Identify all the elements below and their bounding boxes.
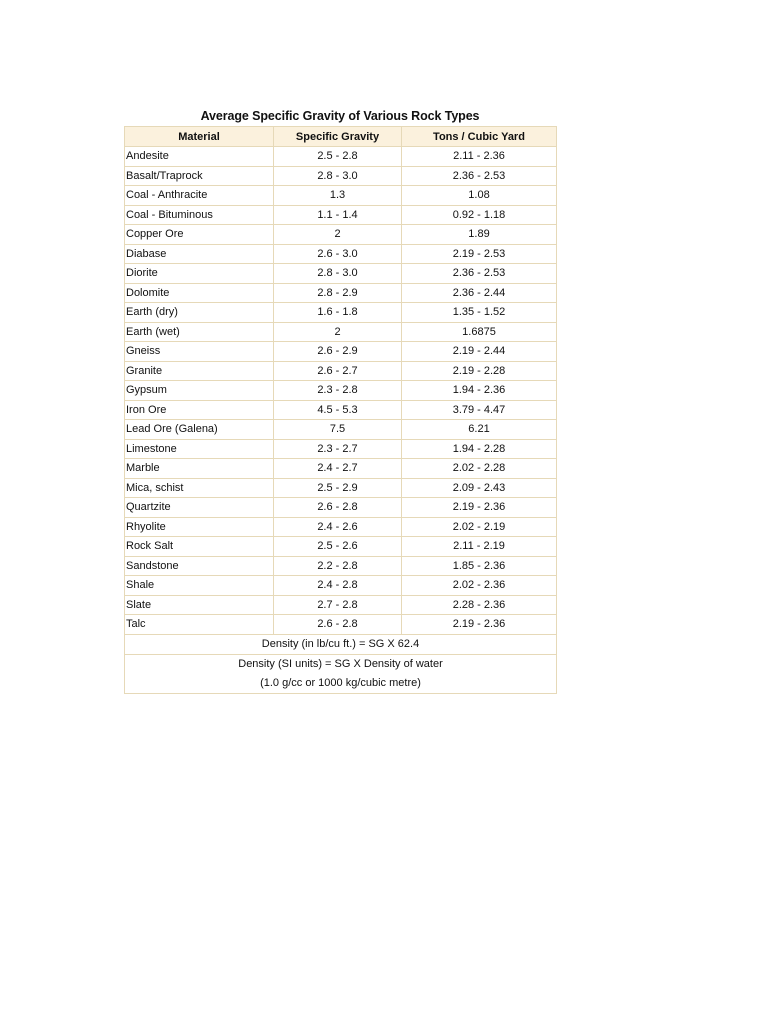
material-cell: Rock Salt [125,537,274,557]
density-si-note-cell [125,654,557,693]
material-cell: Talc [125,615,274,635]
tons-per-cubic-yard-cell: 2.19 - 2.36 [402,615,557,635]
material-cell: Quartzite [125,498,274,518]
table-row [125,498,557,518]
material-cell: Diorite [125,264,274,284]
material-cell: Earth (wet) [125,322,274,342]
material-cell: Coal - Bituminous [125,205,274,225]
table-row [125,556,557,576]
table-body [125,147,557,635]
table-row [125,186,557,206]
specific-gravity-cell: 2.4 - 2.8 [274,576,402,596]
material-cell: Gneiss [125,342,274,362]
specific-gravity-cell: 2.4 - 2.7 [274,459,402,479]
table-row [125,615,557,635]
specific-gravity-cell: 2.7 - 2.8 [274,595,402,615]
table-row [125,205,557,225]
specific-gravity-cell: 2.8 - 2.9 [274,283,402,303]
specific-gravity-cell: 4.5 - 5.3 [274,400,402,420]
header-row [125,127,557,147]
material-cell: Lead Ore (Galena) [125,420,274,440]
density-si-note: Density (SI units) = SG X Density of water [238,657,443,670]
specific-gravity-cell: 2 [274,225,402,245]
table-row [125,459,557,479]
table-row [125,244,557,264]
tons-per-cubic-yard-cell: 2.02 - 2.19 [402,517,557,537]
specific-gravity-cell: 2 [274,322,402,342]
tons-per-cubic-yard-cell: 1.35 - 1.52 [402,303,557,323]
table-row [125,517,557,537]
tons-per-cubic-yard-cell: 2.09 - 2.43 [402,478,557,498]
material-cell: Granite [125,361,274,381]
material-cell: Iron Ore [125,400,274,420]
tons-per-cubic-yard-cell: 2.19 - 2.44 [402,342,557,362]
material-cell: Shale [125,576,274,596]
tons-per-cubic-yard-cell: 1.6875 [402,322,557,342]
specific-gravity-cell: 1.6 - 1.8 [274,303,402,323]
specific-gravity-cell: 2.5 - 2.9 [274,478,402,498]
tons-per-cubic-yard-cell: 2.36 - 2.53 [402,166,557,186]
tons-per-cubic-yard-cell: 1.85 - 2.36 [402,556,557,576]
specific-gravity-cell: 2.3 - 2.8 [274,381,402,401]
rock-gravity-table [124,126,557,694]
column-header-tons-per-cubic-yard: Tons / Cubic Yard [402,127,557,147]
specific-gravity-cell: 2.8 - 3.0 [274,264,402,284]
specific-gravity-cell: 2.6 - 2.7 [274,361,402,381]
table-row [125,420,557,440]
tons-per-cubic-yard-cell: 2.19 - 2.36 [402,498,557,518]
rock-gravity-sheet [124,106,556,694]
tons-per-cubic-yard-cell: 2.11 - 2.19 [402,537,557,557]
specific-gravity-cell: 2.6 - 3.0 [274,244,402,264]
note-row-imperial [125,634,557,654]
table-row [125,225,557,245]
column-header-material: Material [125,127,274,147]
table-row [125,361,557,381]
tons-per-cubic-yard-cell: 2.19 - 2.53 [402,244,557,264]
specific-gravity-cell: 2.6 - 2.8 [274,498,402,518]
specific-gravity-cell: 2.2 - 2.8 [274,556,402,576]
material-cell: Coal - Anthracite [125,186,274,206]
tons-per-cubic-yard-cell: 1.08 [402,186,557,206]
material-cell: Limestone [125,439,274,459]
table-row [125,381,557,401]
specific-gravity-cell: 2.4 - 2.6 [274,517,402,537]
tons-per-cubic-yard-cell: 2.28 - 2.36 [402,595,557,615]
material-cell: Sandstone [125,556,274,576]
tons-per-cubic-yard-cell: 3.79 - 4.47 [402,400,557,420]
specific-gravity-cell: 2.3 - 2.7 [274,439,402,459]
tons-per-cubic-yard-cell: 2.02 - 2.28 [402,459,557,479]
tons-per-cubic-yard-cell: 2.11 - 2.36 [402,147,557,167]
tons-per-cubic-yard-cell: 2.02 - 2.36 [402,576,557,596]
tons-per-cubic-yard-cell: 1.89 [402,225,557,245]
tons-per-cubic-yard-cell: 1.94 - 2.28 [402,439,557,459]
specific-gravity-cell: 2.8 - 3.0 [274,166,402,186]
table-row [125,537,557,557]
material-cell: Basalt/Traprock [125,166,274,186]
tons-per-cubic-yard-cell: 2.36 - 2.53 [402,264,557,284]
tons-per-cubic-yard-cell: 6.21 [402,420,557,440]
column-header-specific-gravity: Specific Gravity [274,127,402,147]
table-row [125,595,557,615]
table-title: Average Specific Gravity of Various Rock Types [200,109,480,123]
material-cell: Mica, schist [125,478,274,498]
material-cell: Andesite [125,147,274,167]
tons-per-cubic-yard-cell: 1.94 - 2.36 [402,381,557,401]
material-cell: Marble [125,459,274,479]
specific-gravity-cell: 2.6 - 2.8 [274,615,402,635]
material-cell: Dolomite [125,283,274,303]
table-row [125,576,557,596]
table-row [125,478,557,498]
table-row [125,283,557,303]
material-cell: Copper Ore [125,225,274,245]
specific-gravity-cell: 2.6 - 2.9 [274,342,402,362]
specific-gravity-cell: 1.3 [274,186,402,206]
tons-per-cubic-yard-cell: 2.36 - 2.44 [402,283,557,303]
material-cell: Gypsum [125,381,274,401]
specific-gravity-cell: 2.5 - 2.8 [274,147,402,167]
specific-gravity-cell: 2.5 - 2.6 [274,537,402,557]
tons-per-cubic-yard-cell: 2.19 - 2.28 [402,361,557,381]
material-cell: Rhyolite [125,517,274,537]
specific-gravity-cell: 7.5 [274,420,402,440]
specific-gravity-cell: 1.1 - 1.4 [274,205,402,225]
table-row [125,264,557,284]
table-row [125,147,557,167]
material-cell: Earth (dry) [125,303,274,323]
table-row [125,400,557,420]
table-row [125,439,557,459]
table-row [125,342,557,362]
table-row [125,322,557,342]
tons-per-cubic-yard-cell: 0.92 - 1.18 [402,205,557,225]
table-row [125,303,557,323]
table-row [125,166,557,186]
material-cell: Slate [125,595,274,615]
density-imperial-note: Density (in lb/cu ft.) = SG X 62.4 [125,634,557,654]
material-cell: Diabase [125,244,274,264]
note-row-si [125,654,557,693]
density-si-detail: (1.0 g/cc or 1000 kg/cubic metre) [260,676,421,689]
